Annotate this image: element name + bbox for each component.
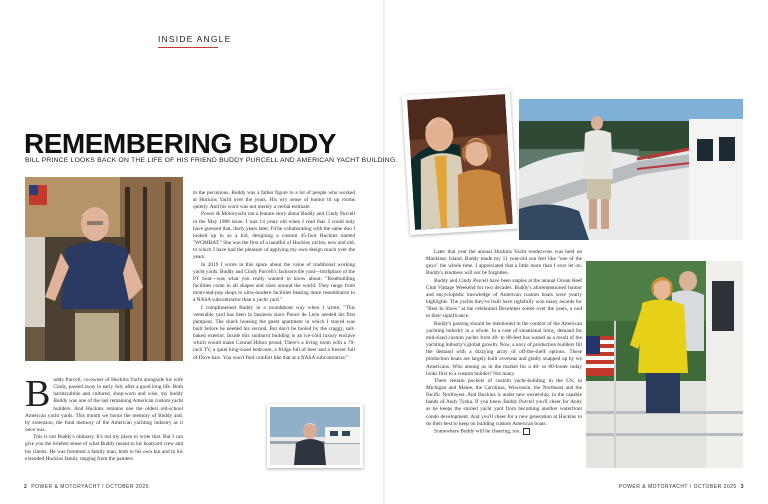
- section-rule: [158, 47, 218, 48]
- closing-line: Somewhere Buddy will be cheering, too.: [434, 428, 521, 435]
- folio-right: [619, 484, 744, 490]
- section-label: INSIDE ANGLE: [158, 34, 232, 44]
- drop-cap: B: [25, 373, 51, 415]
- photo-buddy-marina-frame: [267, 404, 363, 468]
- col3-paragraph-2: Buddy and Cindy Purcell have been staples at the annual Ocean Reef Club Vintage Weekend for two decades. Buddy's aforementioned humor and encyclopedic knowledge of American custom boats were yearly highlights. The yachts they've built have rightfully won many awards for "Best In Show" at the celebrated December soiree over the years, a nod to their significance.: [426, 277, 582, 320]
- photo-yacht-deck: [519, 99, 743, 240]
- page-gutter: [383, 0, 385, 504]
- article-column-2: [193, 190, 355, 362]
- folio-right-page-number: 3: [740, 484, 744, 490]
- col1-paragraph-2: This is not Buddy's obituary. It's not my place to write that. But I can give you the briefest sense of what Buddy meant to his boatyard crew and his clients. He was foremost a family man, both to his own kin and to his extended Huckins family ranging from the painters: [25, 434, 183, 462]
- article-column-3: [426, 249, 582, 436]
- col2-paragraph-1: to the pecunious. Buddy was a father figure to a lot of people who worked at Huckins Yacht over the years. His wry sense of humor lit up rooms quietly. And his word was not merely a verbal estimate.: [193, 190, 355, 211]
- photo-buddy-boatyard: [25, 177, 183, 361]
- folio-left-page-number: 2: [24, 484, 28, 490]
- col2-paragraph-4: I complimented Buddy in a roundabout way when I wrote, "This venerable yard has been in business since Ponce de León needed his first pumpout. The shack housing the guest apartment in which I stayed was built before he needed his second. But don't be fooled by the craggy, salt-baked exterior. Inside this sunburnt building is an ice-cold luxury enclave which would make Conrad Hilton proud. There's a living room with a 70-inch TV, a quiet king-sized bedroom, a fridge full of beer and a freezer full of Dove bars. You won't find comfort like that at a NASA subcontractor.": [193, 304, 355, 361]
- end-mark-icon: [523, 428, 530, 435]
- photo-buddy-marina-image: [270, 407, 360, 465]
- col1-paragraph-1: uddy Purcell, co-owner of Huckins Yacht alongside his wife Cindy, passed away in early July after a good long life. Both hardscrabble and cultured, shop-worn and wise, my buddy Buddy was one of the last remaining American custom yacht builders. And Huckins remains one the oldest old-school American yacht yards. This month we honor the memory of Buddy and, by extension, the fond memory of the American yachting industry as it once was.: [25, 377, 183, 434]
- dek: BILL PRINCE LOOKS BACK ON THE LIFE OF HIS FRIEND BUDDY PURCELL AND AMERICAN YACHT BUILDING.: [25, 157, 398, 164]
- col3-paragraph-1: Later that year the annual Huckins Yacht rendezvous was held on Mackinac Island. Buddy made my 11 year-old son feel like "one of the guys" the whole time. I appreciated that a little more than I ever let on. Buddy's kindness will not be forgotten.: [426, 249, 582, 277]
- photo-couple-boat-image: [586, 261, 743, 468]
- photo-couple-boat: [586, 261, 743, 468]
- col3-paragraph-4: There remain pockets of custom yacht-building in the US; in Michigan and Maine, the Carolinas, Wisconsin, the Northeast and the Pacific Northwest. And Huckins is under new ownership, in the capable hands of Andy Tyska. If you knew Buddy Purcell you'll cheer for Andy as he keeps the storied yacht yard from becoming another waterfront condo development. And you'll cheer for a new generation at Huckins to do their best to keep on building custom American boats.: [426, 377, 582, 427]
- folio-left: [24, 484, 149, 490]
- col3-paragraph-5: [426, 428, 582, 436]
- photo-couple-image: [407, 94, 513, 230]
- folio-right-text: POWER & MOTORYACHT / OCTOBER 2025: [618, 484, 737, 490]
- folio-left-text: POWER & MOTORYACHT / OCTOBER 2025: [31, 484, 150, 490]
- col2-paragraph-2: Power & Motoryacht ran a feature story about Buddy and Cindy Purcell in the May 1988 issue. I was 14 years old when I read that. I could only have guessed that, thirty years later, I'd be collaborating with the same duo I looked up to as a kid, designing a custom 45-foot Huckins named "WOMBAT." She was the first of a handful of Huckins yachts, new and old, to which I have had the pleasure of applying my own design touch over the years.: [193, 211, 355, 261]
- photo-yacht-deck-image: [519, 99, 743, 240]
- headline: REMEMBERING BUDDY: [24, 128, 336, 159]
- photo-buddy-boatyard-image: [25, 177, 183, 361]
- photo-couple-frame: [402, 89, 518, 235]
- col2-paragraph-3: In 2019 I wrote in this space about the value of traditional working yacht yards. Buddy and Cindy Purcell's Jacksonville yard—birthplace of the PT boat—was what you really wanted to know about: "Boatbuilding facilities come in all shapes and sizes around the world. They range from mom-and-pop shops to ultra-modern facilities bearing more resemblance to a NASA subcontractor than a yacht yard.": [193, 261, 355, 304]
- article-column-1: [25, 373, 183, 463]
- col3-paragraph-3: Buddy's passing should be mentioned in the context of the American yachting industry in a whole. In a case of situational irony, demand for mid-sized custom yachts from 40- to 80-feet has waned as a result of the yachting industry's global growth. Now, a navy of production builders fill the demand with a dizzying array of off-the-shelf options. These production boats are largely built overseas and gladly snapped up by we Americans. Who among us in the market for a 40- to 80-footer today looks first to a custom builder? Not many.: [426, 320, 582, 377]
